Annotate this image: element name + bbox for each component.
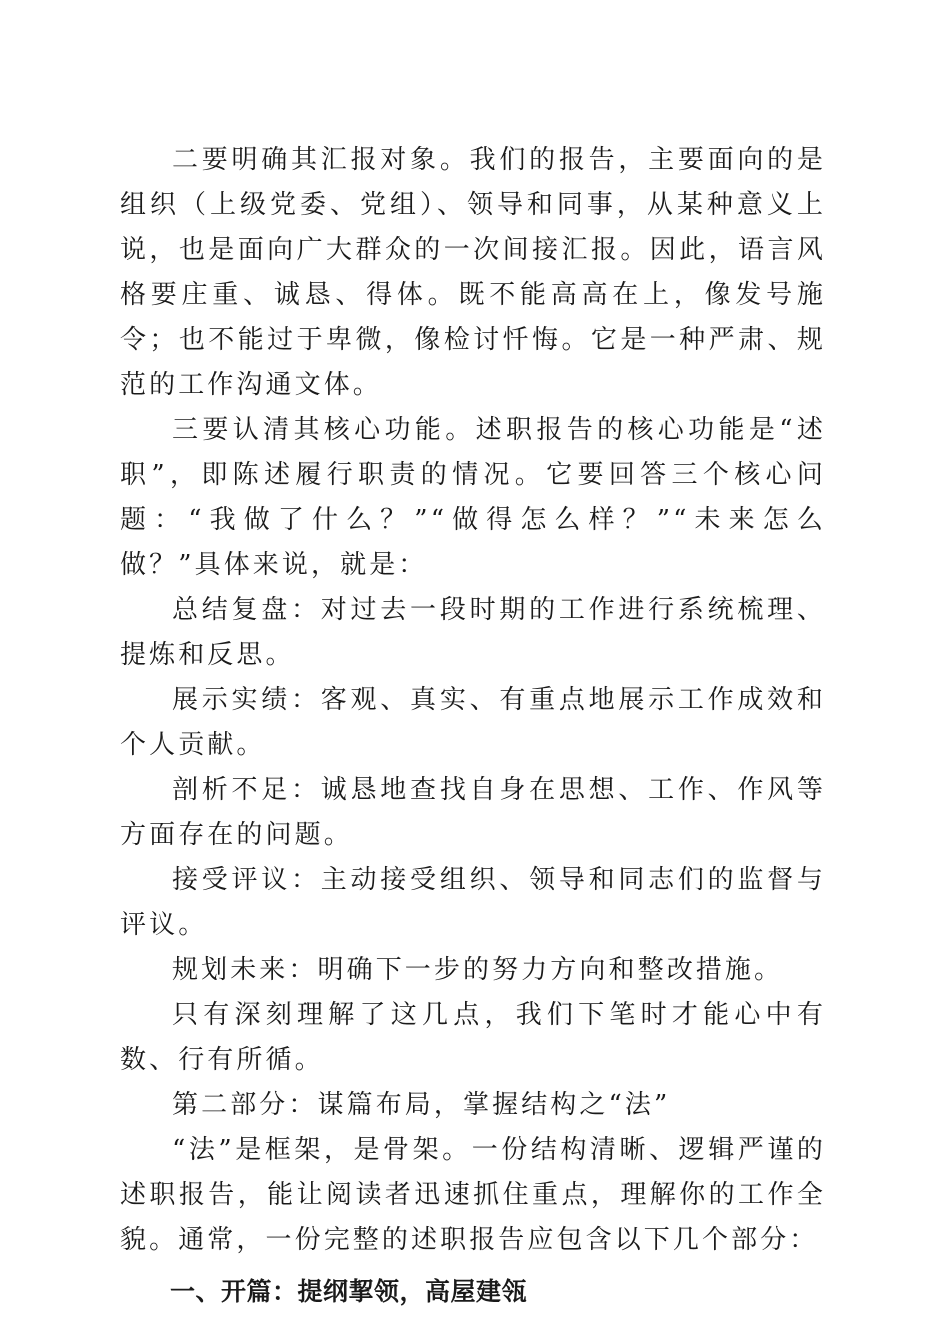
list-item-accept-evaluation: 接受评议：主动接受组织、领导和同志们的监督与评议。 bbox=[120, 865, 826, 940]
list-item-summary-review: 总结复盘：对过去一段时期的工作进行系统梳理、提炼和反思。 bbox=[120, 595, 826, 670]
paragraph-reporting-audience: 二要明确其汇报对象。我们的报告，主要面向的是组织（上级党委、党组）、领导和同事，从某种意义上说，也是面向广大群众的一次间接汇报。因此，语言风格要庄重、诚恳、得体。既不能高高在上，像发号施令；也不能过于卑微，像检讨忏悔。它是一种严肃、规范的工作沟通文体。 bbox=[120, 145, 826, 400]
list-item-plan-future: 规划未来：明确下一步的努力方向和整改措施。 bbox=[172, 955, 784, 985]
paragraph-structure-intro: “法”是框架，是骨架。一份结构清晰、逻辑严谨的述职报告，能让阅读者迅速抓住重点，理解你的工作全貌。通常，一份完整的述职报告应包含以下几个部分： bbox=[120, 1135, 826, 1255]
document-body bbox=[120, 138, 826, 1314]
paragraph-core-function: 三要认清其核心功能。述职报告的核心功能是“述职”，即陈述履行职责的情况。它要回答三个核心问题：“我做了什么？”“做得怎么样？”“未来怎么做？”具体来说，就是： bbox=[120, 415, 826, 580]
subheading-opening: 一、开篇：提纲挈领，高屋建瓴 bbox=[170, 1277, 528, 1306]
section-heading-part-two: 第二部分：谋篇布局，掌握结构之“法” bbox=[172, 1090, 671, 1120]
list-item-show-achievements: 展示实绩：客观、真实、有重点地展示工作成效和个人贡献。 bbox=[120, 685, 826, 760]
list-item-analyze-shortcomings: 剖析不足：诚恳地查找自身在思想、工作、作风等方面存在的问题。 bbox=[120, 775, 826, 850]
paragraph-understanding-conclusion: 只有深刻理解了这几点，我们下笔时才能心中有数、行有所循。 bbox=[120, 1000, 826, 1075]
